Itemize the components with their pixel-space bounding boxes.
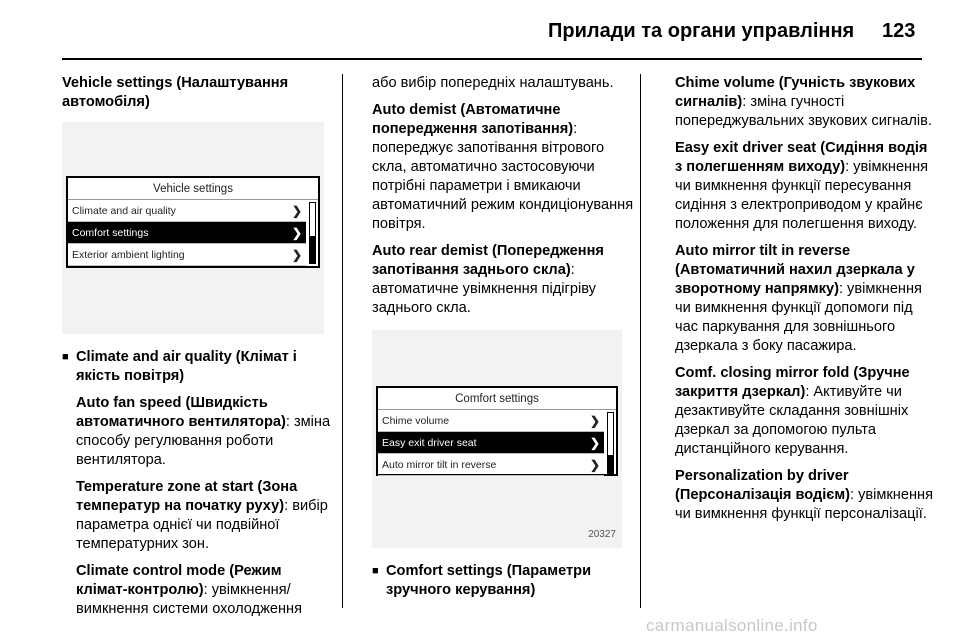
comfort-settings-screen bbox=[376, 386, 618, 476]
chevron-right-icon: ❯ bbox=[291, 204, 302, 218]
screen-row-label: Chime volume bbox=[382, 415, 450, 427]
item bbox=[62, 478, 334, 554]
screen-row bbox=[68, 244, 306, 266]
item-desc: : автоматичне увімкнення підігріву заднього скла. bbox=[372, 262, 596, 316]
column-divider bbox=[342, 74, 343, 608]
vehicle-settings-screen bbox=[66, 176, 320, 268]
item-term: Chime volume (Гучність звукових сигналів) bbox=[675, 75, 916, 110]
screen-row bbox=[378, 410, 604, 432]
column-1 bbox=[62, 74, 334, 627]
item-desc: : зміна гучності попереджувальних звукових сигналів. bbox=[675, 94, 932, 129]
item bbox=[372, 242, 634, 318]
screen-row bbox=[68, 200, 306, 222]
item bbox=[62, 562, 334, 619]
item-desc: : Активуйте чи дезактивуйте складання зовнішніх дзеркал за допомогою пульта дистанційного керування. bbox=[675, 384, 909, 457]
item-term: Climate control mode (Режим клімат-контролю) bbox=[76, 563, 282, 598]
item bbox=[62, 394, 334, 470]
chevron-right-icon: ❯ bbox=[589, 414, 600, 428]
item bbox=[675, 139, 933, 234]
scrollbar bbox=[309, 202, 316, 264]
scrollbar-fill bbox=[310, 236, 315, 263]
item-term: Comf. closing mirror fold (Зручне закриття дзеркал) bbox=[675, 365, 910, 400]
screen-row bbox=[378, 454, 604, 476]
item bbox=[675, 242, 933, 356]
figure-number: 20327 bbox=[588, 529, 616, 540]
page-header bbox=[0, 0, 960, 62]
watermark: carmanualsonline.info bbox=[646, 616, 818, 635]
item-term: Auto rear demist (Попередження запотівання заднього скла) bbox=[372, 243, 604, 278]
item-desc: : увімкнення чи вимкнення функції допомоги під час паркування для зовнішнього дзеркала з боку пасажира. bbox=[675, 281, 922, 354]
screen-title: Vehicle settings bbox=[68, 178, 318, 200]
scrollbar-fill bbox=[608, 455, 613, 473]
item bbox=[675, 74, 933, 131]
column-3 bbox=[675, 74, 933, 532]
header-rule bbox=[62, 58, 922, 60]
vehicle-settings-figure bbox=[62, 122, 324, 334]
item-term: Auto demist (Автоматичне попередження запотівання) bbox=[372, 102, 574, 137]
chevron-right-icon: ❯ bbox=[589, 436, 600, 450]
item-desc: : вибір параметра однієї чи подвійної температурних зон. bbox=[76, 498, 328, 552]
screen-row-label: Easy exit driver seat bbox=[382, 437, 477, 449]
column-2 bbox=[372, 74, 634, 608]
item-term: Auto fan speed (Швидкість автоматичного вентилятора) bbox=[76, 395, 286, 430]
chevron-right-icon: ❯ bbox=[589, 458, 600, 472]
screen-row-label: Comfort settings bbox=[72, 227, 149, 239]
page-title: Прилади та органи управління bbox=[548, 20, 855, 42]
item-desc: : попереджує запотівання вітрового скла, автоматично застосовуючи потрібні параметри і вмикаючи автоматичний режим кондиціонування повітря. bbox=[372, 121, 634, 232]
chevron-right-icon: ❯ bbox=[291, 248, 302, 262]
item-desc: : зміна способу регулювання роботи вентилятора. bbox=[76, 414, 331, 468]
comfort-settings-figure bbox=[372, 330, 622, 548]
item-term: Auto mirror tilt in reverse (Автоматичний нахил дзеркала у зворотному напрямку) bbox=[675, 243, 915, 297]
item-term: Temperature zone at start (Зона температур на початку руху) bbox=[76, 479, 298, 514]
column-divider bbox=[640, 74, 641, 608]
screen-row-selected bbox=[68, 222, 306, 244]
bullet-title: ■ Climate and air quality (Клімат і якість повітря) bbox=[62, 348, 334, 386]
item-desc: : увімкнення чи вимкнення функції пересування сидіння з електроприводом у крайнє положення для полегшення виходу. bbox=[675, 159, 929, 232]
item bbox=[675, 364, 933, 459]
screen-row-label: Auto mirror tilt in reverse bbox=[382, 459, 497, 471]
item bbox=[372, 101, 634, 234]
screen-row-selected bbox=[378, 432, 604, 454]
item-term: Personalization by driver (Персоналізація водієм) bbox=[675, 468, 850, 503]
section-heading: Vehicle settings (Налаштування автомобіля) bbox=[62, 75, 289, 110]
item bbox=[675, 467, 933, 524]
screen-row-label: Climate and air quality bbox=[72, 205, 176, 217]
item-desc: : увімкнення/ вимкнення системи охолодження bbox=[76, 582, 302, 617]
page-number: 123 bbox=[882, 20, 916, 42]
continued-text: або вибір попередніх налаштувань. bbox=[372, 75, 614, 91]
screen-row-label: Exterior ambient lighting bbox=[72, 249, 185, 261]
chevron-right-icon: ❯ bbox=[291, 226, 302, 240]
item-term: Easy exit driver seat (Сидіння водія з полегшенням виходу) bbox=[675, 140, 928, 175]
item-desc: : увімкнення чи вимкнення функції персоналізації. bbox=[675, 487, 934, 522]
screen-title: Comfort settings bbox=[378, 388, 616, 410]
scrollbar bbox=[607, 412, 614, 474]
bullet-title: ■ Comfort settings (Параметри зручного керування) bbox=[372, 562, 634, 600]
